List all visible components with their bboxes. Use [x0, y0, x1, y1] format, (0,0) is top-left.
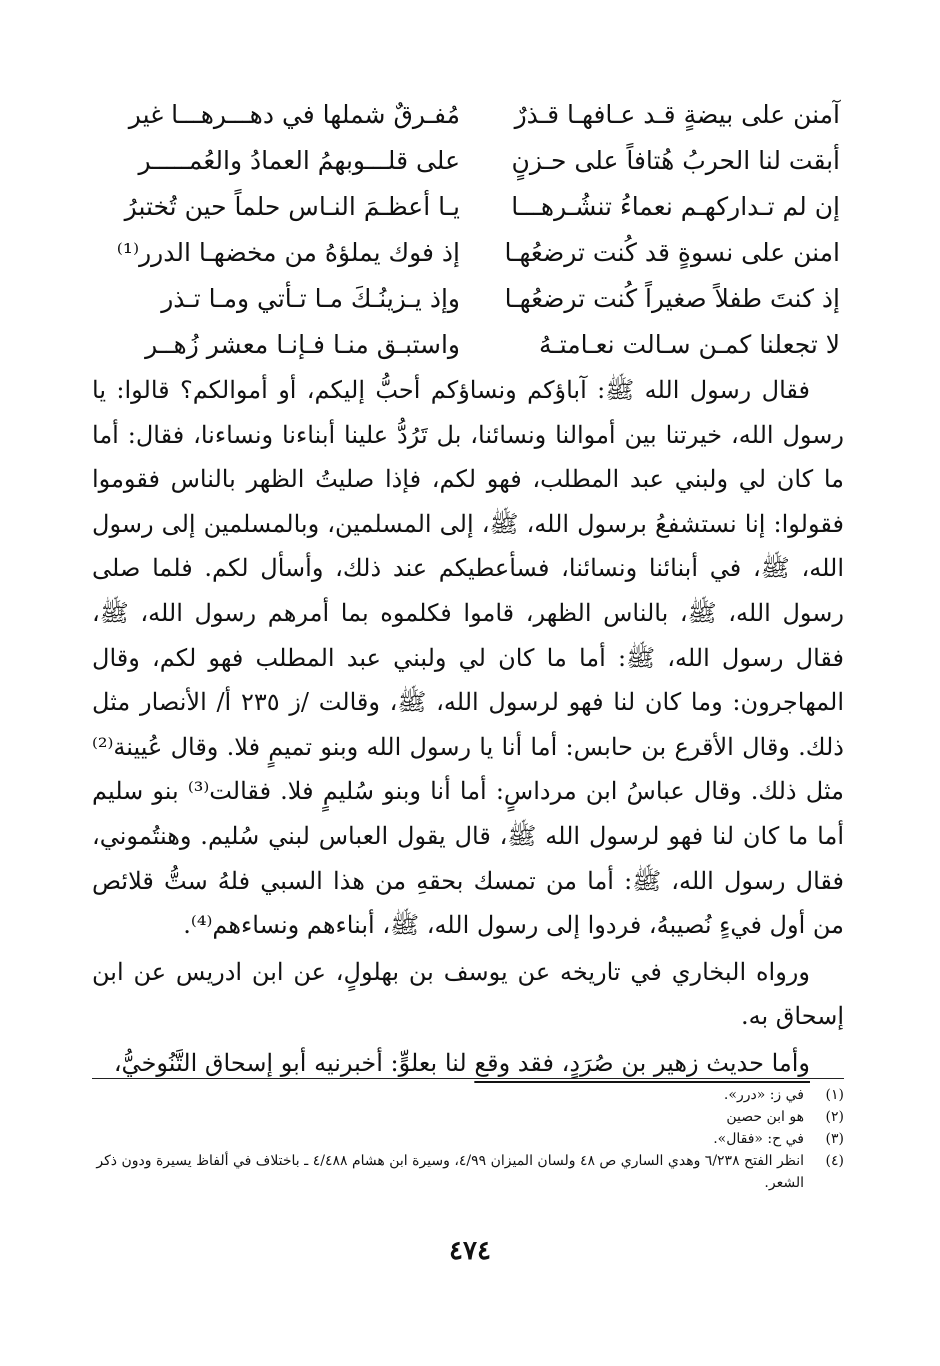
poem-hemistich-first: أبقت لنا الحربُ هُتافاً على حـزنٍ: [511, 146, 840, 175]
poem-block: [116, 92, 840, 368]
poem-hemistich-first: إن لم تـداركهـم نعماءُ تنشُـرهـــا: [511, 192, 840, 221]
poem-line: [120, 138, 840, 184]
footnotes: [92, 1084, 844, 1194]
poem-line: [120, 92, 840, 138]
poem-line: [116, 230, 840, 276]
page-number: ٤٧٤: [449, 1236, 491, 1266]
footnote-text: في ز: «درر».: [723, 1087, 804, 1103]
poem-hemistich-second: على قلـــوبهمُ العمادُ والعُمـــــر: [138, 146, 460, 175]
body-text: [92, 368, 844, 1086]
poem-line: [120, 184, 840, 230]
footnote-text: هو ابن حصين: [726, 1109, 804, 1125]
footnote: [92, 1084, 844, 1106]
footnote-number: (٤): [825, 1153, 844, 1169]
poem-hemistich-first: امنن على نسوةٍ قد كُنت ترضعُهـا: [504, 238, 840, 267]
footnote-number: (٣): [825, 1131, 844, 1147]
footnote: [92, 1150, 844, 1194]
poem-line: [120, 322, 840, 368]
poem-hemistich-first: لا تجعلنا كمـن سـالت نعـامتـهُ: [538, 330, 840, 359]
poem-line: [120, 276, 840, 322]
underlined-text: وأما حديث زهير بن صُرَدٍ، فقد وقع: [474, 1048, 810, 1077]
footnote-number: (٢): [825, 1109, 844, 1125]
footnote-number: (١): [825, 1087, 844, 1103]
paragraph-bukhari-note: ورواه البخاري في تاريخه عن يوسف بن بهلولٍ، عن ابن ادريس عن ابن إسحاق به.: [92, 957, 844, 1031]
footnote: [92, 1106, 844, 1128]
poem-hemistich-first: إذ كنتَ طفلاً صغيراً كُنت ترضعُهـا: [504, 284, 840, 313]
footnote-text: في ح: «فقال».: [713, 1131, 804, 1147]
footnote-divider: [92, 1078, 844, 1079]
poem-hemistich-second: وإذ يـزينُـكَ مـا تـأتي ومـا تـذر: [161, 284, 460, 313]
poem-hemistich-second: مُفـرقٌ شملها في دهـــرهـــا غير: [128, 100, 460, 129]
poem-hemistich-second: يـا أعظـمَ النـاس حلماً حين تُختبرُ: [124, 192, 460, 221]
footnote: [92, 1128, 844, 1150]
paragraph-continuation: لنا بعلوٍّ: أخبرنيه أبو إسحاق التَّنُوخيُّ،: [113, 1048, 475, 1077]
footnote-text: انظر الفتح ٦/٢٣٨ وهدي الساري ص ٤٨ ولسان الميزان ٤/٩٩، وسيرة ابن هشام ٤/٤٨٨ ـ باختلاف في ألفاظ يسيرة ودون ذكر الشعر.: [96, 1153, 804, 1191]
poem-hemistich-first: آمنن على بيضةٍ قـد عـافهـا قـذرٌ: [514, 100, 840, 129]
paragraph-narration: فقال رسول الله ﷺ: آباؤكم ونساؤكم أحبُّ إليكم، أو أموالكم؟ قالوا: يا رسول الله، خيرتنا بين أموالنا ونسائنا، بل تَرُدُّ علينا أبناءنا ونساءنا، فقال: أما ما كان لي ولبني عبد المطلب، فهو لكم، فإذا صليتُ الظهر بالناس فقوموا فقولوا: إنا نستشفعُ برسول الله، ﷺ، إلى المسلمين، وبالمسلمين إلى رسول الله، ﷺ، في أبنائنا ونسائنا، فسأعطيكم عند ذلك، وأسأل لكم. فلما صلى رسول الله، ﷺ، بالناس الظهر، قاموا فكلموه بما أمرهم رسول الله، ﷺ، فقال رسول الله، ﷺ: أما ما كان لي ولبني عبد المطلب فهو لكم، وقال المهاجرون: وما كان لنا فهو لرسول الله، ﷺ، وقالت /ز ٢٣٥ أ/ الأنصار مثل ذلك. وقال الأقرع بن حابس: أما أنا يا رسول الله وبنو تميمٍ فلا. وقال عُيينة⁽²⁾ مثل ذلك. وقال عباسُ ابن مرداسٍ: أما أنا وبنو سُليمٍ فلا. فقالت⁽³⁾ بنو سليم أما ما كان لنا فهو لرسول الله ﷺ، قال يقول العباس لبني سُليم. وهنتُموني، فقال رسول الله، ﷺ: أما من تمسك بحقهِ من هذا السبي فلهُ ستُّ قلائص من أول فيءٍ نُصيبهُ، فردوا إلى رسول الله، ﷺ، أبناءهم ونساءهم⁽⁴⁾.: [92, 376, 845, 940]
poem-hemistich-second: إذ فوك يملؤهُ من مخضهـا الدرر⁽¹⁾: [116, 238, 460, 267]
poem-hemistich-second: واستبـق منـا فـإنـا معشر زُهــر: [145, 330, 460, 359]
